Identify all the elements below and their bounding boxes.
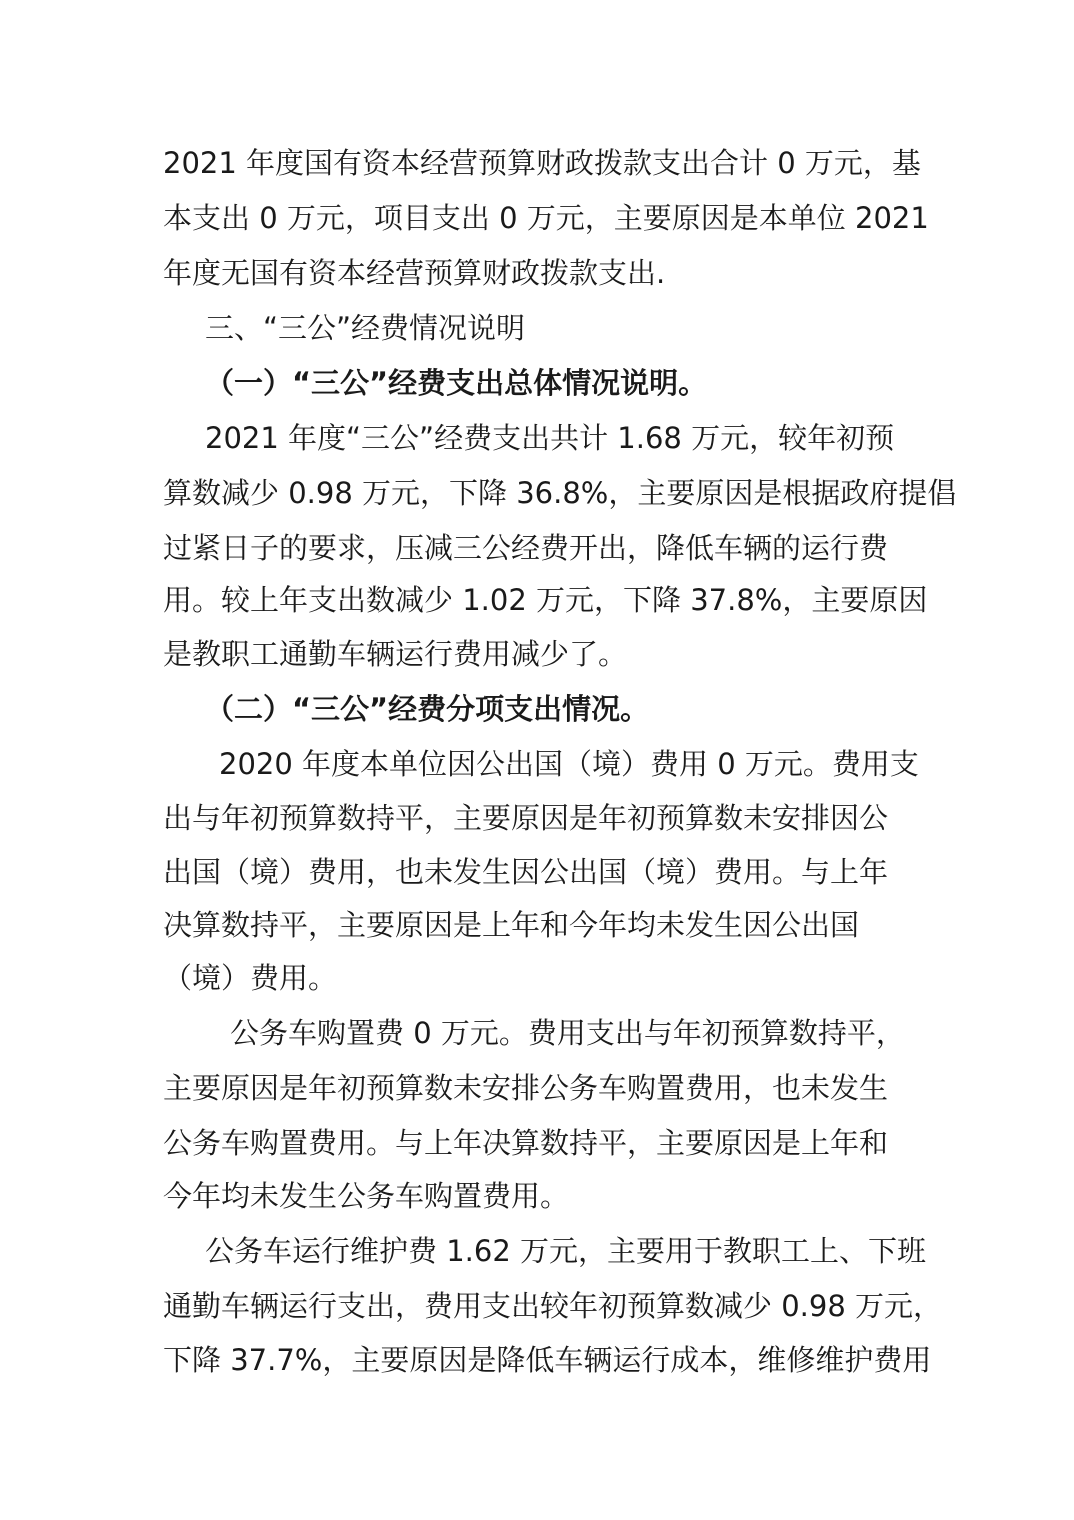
text-line-15: 决算数持平，主要原因是上年和今年均未发生因公出国 <box>163 908 860 942</box>
text-line-1: 2021 年度国有资本经营预算财政拨款支出合计 0 万元，基 <box>163 146 921 180</box>
text-line-10: 是教职工通勤车辆运行费用减少了。 <box>163 637 628 671</box>
text-line-6: 2021 年度“三公”经费支出共计 1.68 万元，较年初预 <box>205 421 895 455</box>
subsection-heading-2: （二）“三公”经费分项支出情况。 <box>205 692 650 726</box>
text-line-14: 出国（境）费用，也未发生因公出国（境）费用。与上年 <box>163 855 889 889</box>
text-line-22: 通勤车辆运行支出，费用支出较年初预算数减少 0.98 万元， <box>163 1289 943 1323</box>
text-line-8: 过紧日子的要求，压减三公经费开出，降低车辆的运行费 <box>163 531 889 565</box>
text-line-3: 年度无国有资本经营预算财政拨款支出. <box>163 256 666 290</box>
text-line-7: 算数减少 0.98 万元，下降 36.8%，主要原因是根据政府提倡 <box>163 476 957 510</box>
text-line-16: （境）费用。 <box>163 961 338 995</box>
text-line-23: 下降 37.7%，主要原因是降低车辆运行成本，维修维护费用 <box>163 1343 932 1377</box>
subsection-heading-1: （一）“三公”经费支出总体情况说明。 <box>205 366 708 400</box>
text-line-21: 公务车运行维护费 1.62 万元，主要用于教职工上、下班 <box>205 1234 927 1268</box>
section-heading: 三、“三公”经费情况说明 <box>205 311 526 345</box>
text-line-9: 用。较上年支出数减少 1.02 万元，下降 37.8%，主要原因 <box>163 583 928 617</box>
text-line-2: 本支出 0 万元，项目支出 0 万元，主要原因是本单位 2021 <box>163 201 929 235</box>
text-line-12: 2020 年度本单位因公出国（境）费用 0 万元。费用支 <box>219 747 919 781</box>
text-line-17: 公务车购置费 0 万元。费用支出与年初预算数持平， <box>230 1016 905 1050</box>
text-line-19: 公务车购置费用。与上年决算数持平，主要原因是上年和 <box>163 1126 889 1160</box>
text-line-18: 主要原因是年初预算数未安排公务车购置费用，也未发生 <box>163 1071 889 1105</box>
text-line-13: 出与年初预算数持平，主要原因是年初预算数未安排因公 <box>163 801 889 835</box>
text-line-20: 今年均未发生公务车购置费用。 <box>163 1179 570 1213</box>
